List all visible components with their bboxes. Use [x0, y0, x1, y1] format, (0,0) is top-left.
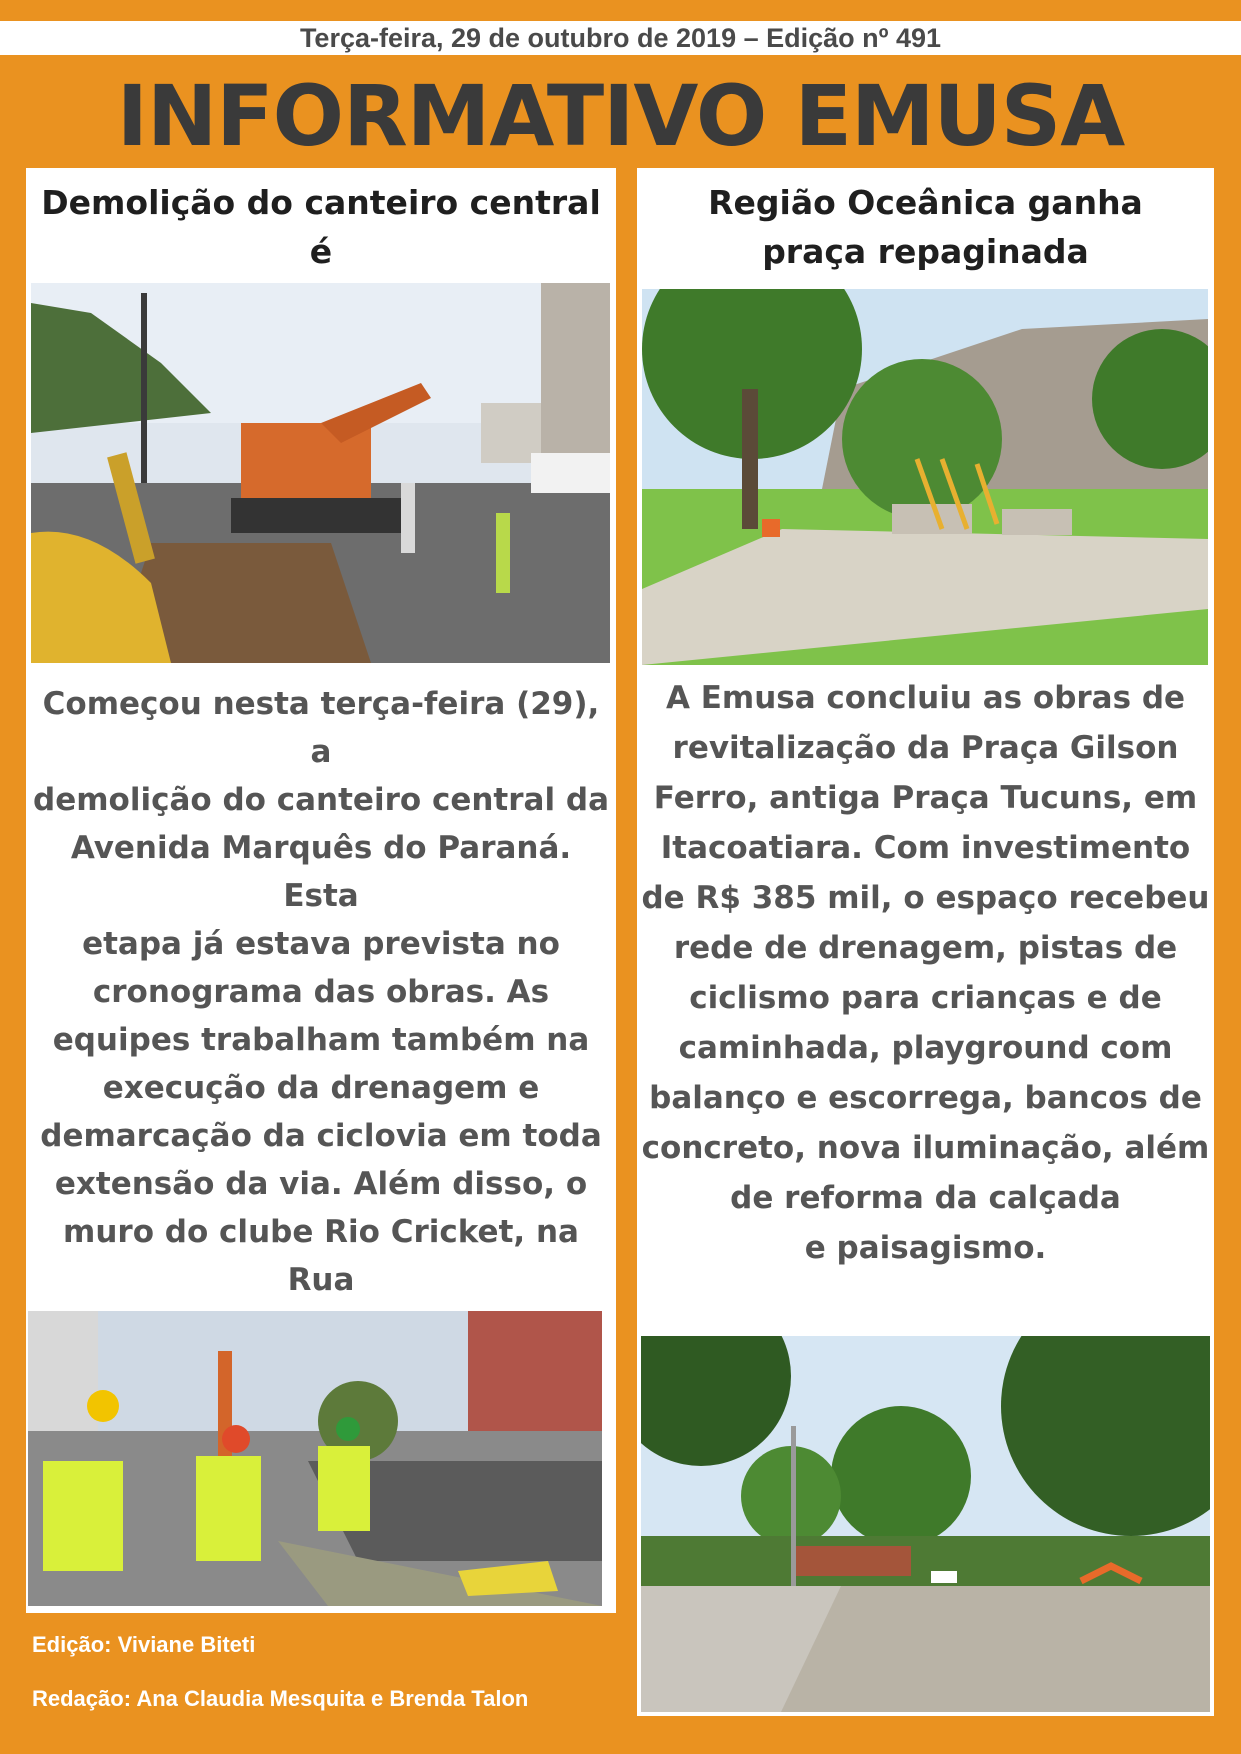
left-body-line: Começou nesta terça-feira (29), a [42, 686, 600, 770]
right-body-line: A Emusa concluiu as obras de [665, 680, 1186, 716]
right-body-line: de R$ 385 mil, o espaço recebeu [641, 880, 1210, 916]
dateline: Terça-feira, 29 de outubro de 2019 – Edição nº 491 [0, 21, 1241, 55]
right-body-line: rede de drenagem, pistas de [673, 930, 1178, 966]
right-body-line: concreto, nova iluminação, além [641, 1130, 1210, 1166]
right-headline-line: Região Oceânica ganha [708, 183, 1143, 222]
credit-edicao: Edição: Viviane Biteti [32, 1632, 256, 1657]
right-headline-line: praça repaginada [762, 232, 1089, 271]
right-body-line: e paisagismo. [804, 1230, 1047, 1266]
workers-photo [28, 1311, 602, 1606]
left-body-line: muro do clube Rio Cricket, na Rua [63, 1214, 579, 1298]
left-body-line: execução da drenagem e [102, 1070, 540, 1106]
left-body-line: equipes trabalham também na [52, 1022, 590, 1058]
right-body-line: Ferro, antiga Praça Tucuns, em [653, 780, 1198, 816]
right-headline [637, 178, 1214, 276]
left-article [26, 168, 616, 1613]
left-body-line: cronograma das obras. As [92, 974, 550, 1010]
left-body-line: extensão da via. Além disso, o [54, 1166, 588, 1202]
right-article [637, 168, 1214, 1716]
right-body-line: revitalização da Praça Gilson [672, 730, 1179, 766]
credit-redacao: Redação: Ana Claudia Mesquita e Brenda Talon [32, 1686, 529, 1711]
right-body-text [641, 673, 1210, 1273]
right-body-line: balanço e escorrega, bancos de [649, 1080, 1202, 1116]
right-body-line: caminhada, playground com [678, 1030, 1173, 1066]
demolition-photo [31, 283, 610, 663]
plaza-overview-photo [641, 1336, 1210, 1712]
plaza-photo [642, 289, 1208, 665]
left-headline-line: Demolição do canteiro central é [41, 183, 601, 271]
right-body-line: Itacoatiara. Com investimento [660, 830, 1191, 866]
left-body-line: demarcação da ciclovia em toda [40, 1118, 602, 1154]
left-body-line: Avenida Marquês do Paraná. Esta [70, 830, 572, 914]
right-body-line: de reforma da calçada [730, 1180, 1121, 1216]
masthead-title: INFORMATIVO EMUSA [116, 67, 1125, 165]
left-body-line: etapa já estava prevista no [82, 926, 560, 962]
left-body-line: demolição do canteiro central da [33, 782, 609, 818]
right-body-line: ciclismo para crianças e de [689, 980, 1162, 1016]
